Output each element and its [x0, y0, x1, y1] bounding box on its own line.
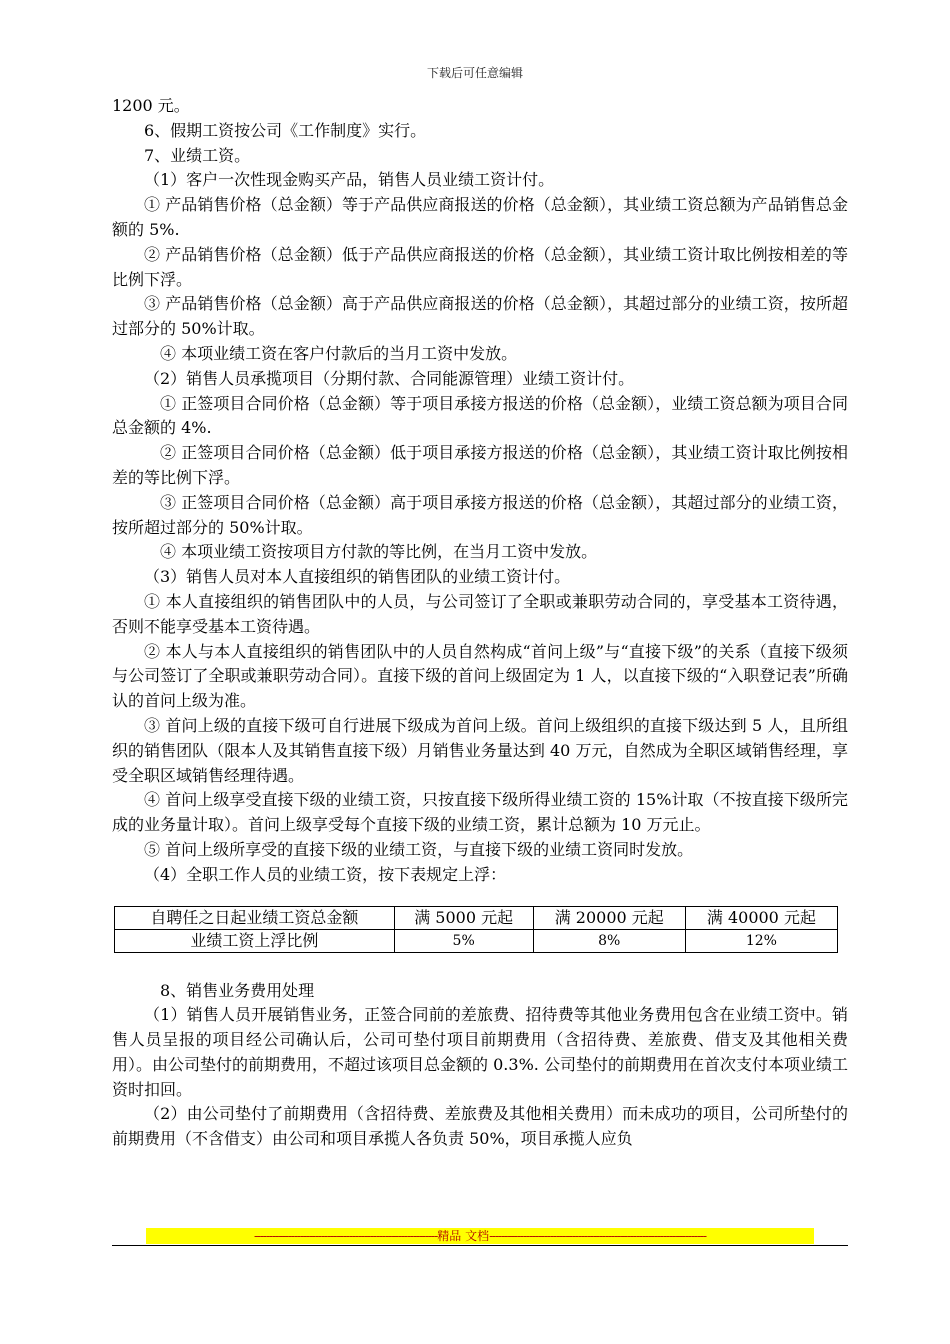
paragraph: ① 正签项目合同价格（总金额）等于项目承接方报送的价格（总金额），业绩工资总额为项目合同总金额的 4%.: [112, 393, 848, 438]
paragraph: 8、销售业务费用处理: [160, 980, 315, 1000]
paragraph: ① 产品销售价格（总金额）等于产品供应商报送的价格（总金额），其业绩工资总额为产品销售总金额的 5%.: [112, 195, 848, 239]
table-row: [115, 906, 838, 929]
paragraph: 7、业绩工资。: [144, 145, 251, 165]
paragraph: （1）客户一次性现金购买产品，销售人员业绩工资计付。: [144, 170, 555, 190]
footer-rule: [112, 1245, 848, 1246]
paragraph: ② 本人与本人直接组织的销售团队中的人员自然构成“首问上级”与“直接下级”的关系（直接下级须与公司签订了全职或兼职劳动合同）。直接下级的首问上级固定为 1 人，以直接下级的“入职登记表”所确认的首问上级为准。: [112, 641, 848, 711]
page-header: 下载后可任意编辑: [426, 66, 523, 80]
paragraph: （1）销售人员开展销售业务，正签合同前的差旅费、招待费等其他业务费用包含在业绩工资中。销售人员呈报的项目经公司确认后，公司可垫付项目前期费用（含招待费、差旅费、借支及其他相关费用）。由公司垫付的前期费用，不超过该项目总金额的 0.3%. 公司垫付的前期费用在首次支付本项业绩工资时扣回。: [112, 1005, 848, 1099]
document-body: [112, 94, 848, 1152]
bonus-rate-table: [114, 906, 838, 953]
paragraph: ③ 首问上级的直接下级可自行进展下级成为首问上级。首问上级组织的直接下级达到 5 人，且所组织的销售团队（限本人及其销售直接下级）月销售业务量达到 40 万元，自然成为全职区域销售经理，享受全职区域销售经理待遇。: [112, 715, 848, 785]
table-cell: 5%: [394, 929, 533, 952]
paragraph: （4）全职工作人员的业绩工资，按下表规定上浮：: [144, 864, 507, 884]
table-cell: 8%: [533, 929, 685, 952]
table-cell: 12%: [685, 929, 837, 952]
paragraph: ② 产品销售价格（总金额）低于产品供应商报送的价格（总金额），其业绩工资计取比例按相差的等比例下浮。: [112, 244, 848, 289]
paragraph: ⑤ 首问上级所享受的直接下级的业绩工资，与直接下级的业绩工资同时发放。: [144, 839, 694, 859]
table-row: [115, 929, 838, 952]
spacer: [112, 953, 848, 979]
table-cell: 满 20000 元起: [533, 906, 685, 929]
paragraph: ③ 正签项目合同价格（总金额）高于项目承接方报送的价格（总金额），其超过部分的业绩工资，按所超过部分的 50%计取。: [112, 492, 848, 537]
paragraph: 6、假期工资按公司《工作制度》实行。: [144, 120, 427, 140]
paragraph: （2）由公司垫付了前期费用（含招待费、差旅费及其他相关费用）而未成功的项目，公司所垫付的前期费用（不含借支）由公司和项目承揽人各负责 50%，项目承揽人应负: [112, 1104, 848, 1149]
paragraph: ③ 产品销售价格（总金额）高于产品供应商报送的价格（总金额），其超过部分的业绩工资，按所超过部分的 50%计取。: [112, 294, 848, 339]
paragraph: ④ 本项业绩工资在客户付款后的当月工资中发放。: [160, 343, 518, 363]
footer-dashes-right: -----------------------------------------------------------------------: [489, 1229, 706, 1243]
paragraph: ④ 首问上级享受直接下级的业绩工资，只按直接下级所得业绩工资的 15%计取（不按直接下级所完成的业务量计取）。首问上级享受每个直接下级的业绩工资，累计总额为 10 万元止。: [112, 790, 848, 835]
table-cell: 满 40000 元起: [685, 906, 837, 929]
table-cell: 业绩工资上浮比例: [115, 929, 395, 952]
table-cell: 自聘任之日起业绩工资总金额: [115, 906, 395, 929]
footer-banner: [146, 1228, 814, 1244]
paragraph: ② 正签项目合同价格（总金额）低于项目承接方报送的价格（总金额），其业绩工资计取比例按相差的等比例下浮。: [112, 443, 848, 487]
paragraph: ④ 本项业绩工资按项目方付款的等比例，在当月工资中发放。: [160, 542, 598, 562]
footer-dashes-left: ------------------------------------------------------------: [254, 1229, 438, 1243]
table-cell: 满 5000 元起: [394, 906, 533, 929]
paragraph: 1200 元。: [112, 96, 190, 115]
footer-label: 精品 文档: [437, 1229, 490, 1243]
paragraph: （3）销售人员对本人直接组织的销售团队的业绩工资计付。: [144, 567, 571, 587]
paragraph: ① 本人直接组织的销售团队中的人员，与公司签订了全职或兼职劳动合同的，享受基本工资待遇，否则不能享受基本工资待遇。: [112, 591, 848, 636]
paragraph: （2）销售人员承揽项目（分期付款、合同能源管理）业绩工资计付。: [144, 368, 635, 388]
